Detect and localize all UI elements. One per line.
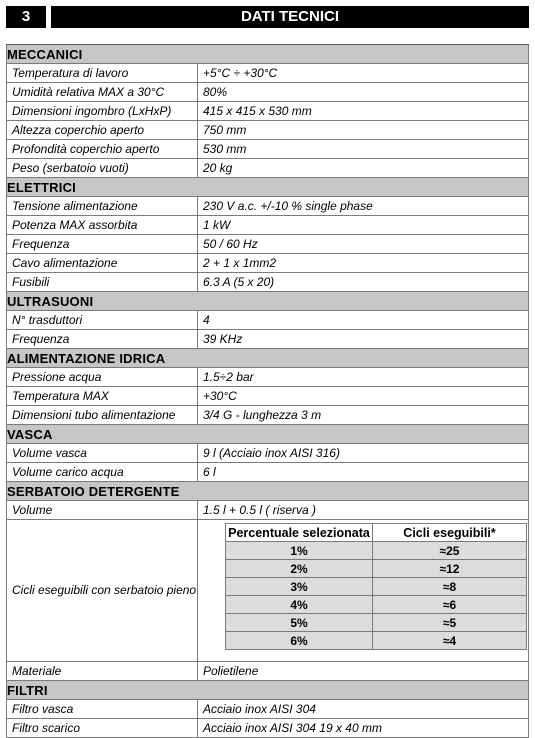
spec-value: Acciaio inox AISI 304: [203, 702, 316, 716]
cicli-table-row: [226, 596, 527, 614]
spec-label: Dimensioni ingombro (LxHxP): [7, 102, 198, 120]
table-row: [6, 254, 529, 273]
spec-value: 20 kg: [203, 161, 233, 175]
cicli-cell: ≈5: [373, 614, 527, 632]
percentuale-cell: 4%: [226, 596, 373, 614]
table-row: [6, 444, 529, 463]
spec-value: 415 x 415 x 530 mm: [203, 104, 312, 118]
page-header: [6, 6, 529, 28]
tech-data-table: [6, 44, 529, 738]
table-row: [6, 406, 529, 425]
spec-value: 750 mm: [203, 123, 247, 137]
spec-label: Filtro scarico: [7, 719, 198, 737]
spec-value: 2 + 1 x 1mm2: [203, 256, 277, 270]
table-row: [6, 273, 529, 292]
table-row: [6, 311, 529, 330]
cicli-cell: ≈6: [373, 596, 527, 614]
spec-label: Pressione acqua: [7, 368, 198, 386]
spec-value: 1 kW: [203, 218, 231, 232]
spec-label: Filtro vasca: [7, 700, 198, 718]
table-row: [6, 463, 529, 482]
spec-label: Volume vasca: [7, 444, 198, 462]
cicli-table-row: [226, 578, 527, 596]
cicli-table-row: [226, 614, 527, 632]
spec-label: Fusibili: [7, 273, 198, 291]
spec-label: Potenza MAX assorbita: [7, 216, 198, 234]
spec-value: 50 / 60 Hz: [203, 237, 258, 251]
spec-value: 6.3 A (5 x 20): [203, 275, 275, 289]
cicli-header: Percentuale selezionata: [226, 524, 373, 542]
percentuale-cell: 5%: [226, 614, 373, 632]
spec-label: Volume: [7, 501, 198, 519]
spec-value: 530 mm: [203, 142, 247, 156]
table-row: [6, 64, 529, 83]
table-row: [6, 102, 529, 121]
percentuale-cell: 2%: [226, 560, 373, 578]
spec-value: 9 l (Acciaio inox AISI 316): [203, 446, 340, 460]
spec-label: Temperatura di lavoro: [7, 64, 198, 82]
section-heading: MECCANICI: [6, 45, 529, 64]
section-heading: FILTRI: [6, 681, 529, 700]
table-row: [6, 719, 529, 738]
spec-label: Temperatura MAX: [7, 387, 198, 405]
spec-label: Cavo alimentazione: [7, 254, 198, 272]
cicli-header: Cicli eseguibili*: [373, 524, 527, 542]
table-row: [6, 159, 529, 178]
spec-label: Umidità relativa MAX a 30°C: [7, 83, 198, 101]
section-heading: ELETTRICI: [6, 178, 529, 197]
spec-value: 3/4 G - lunghezza 3 m: [203, 408, 322, 422]
table-row: [6, 216, 529, 235]
section-heading: VASCA: [6, 425, 529, 444]
table-row: [6, 197, 529, 216]
spec-value: Polietilene: [203, 664, 259, 678]
spec-label: N° trasduttori: [7, 311, 198, 329]
cicli-table-cell: [198, 520, 528, 661]
spec-label: Profondità coperchio aperto: [7, 140, 198, 158]
spec-label: Tensione alimentazione: [7, 197, 198, 215]
table-row: [6, 121, 529, 140]
table-row: [6, 368, 529, 387]
table-row: [6, 662, 529, 681]
section-number: 3: [6, 6, 46, 28]
cicli-cell: ≈25: [373, 542, 527, 560]
spec-value: 1.5÷2 bar: [203, 370, 254, 384]
cicli-row: [6, 520, 529, 662]
page-title: DATI TECNICI: [51, 6, 529, 28]
spec-value: 39 KHz: [203, 332, 243, 346]
spec-label: Peso (serbatoio vuoti): [7, 159, 198, 177]
spec-label: Volume carico acqua: [7, 463, 198, 481]
table-row: [6, 387, 529, 406]
spec-label: Dimensioni tubo alimentazione: [7, 406, 198, 424]
spec-label: Frequenza: [7, 235, 198, 253]
spec-label: Frequenza: [7, 330, 198, 348]
cicli-label: Cicli eseguibili con serbatoio pieno: [7, 520, 198, 661]
table-row: [6, 501, 529, 520]
table-row: [6, 700, 529, 719]
cicli-table: [225, 523, 527, 650]
percentuale-cell: 3%: [226, 578, 373, 596]
cicli-cell: ≈4: [373, 632, 527, 650]
spec-label: Altezza coperchio aperto: [7, 121, 198, 139]
cicli-table-row: [226, 560, 527, 578]
spec-value: +5°C ÷ +30°C: [203, 66, 278, 80]
table-row: [6, 235, 529, 254]
spec-value: +30°C: [203, 389, 237, 403]
spec-value: 6 l: [203, 465, 216, 479]
section-heading: SERBATOIO DETERGENTE: [6, 482, 529, 501]
spec-value: 1.5 l + 0.5 l ( riserva ): [203, 503, 317, 517]
spec-label: Materiale: [7, 662, 198, 680]
cicli-cell: ≈8: [373, 578, 527, 596]
percentuale-cell: 6%: [226, 632, 373, 650]
spec-value: 4: [203, 313, 210, 327]
cicli-table-row: [226, 542, 527, 560]
section-heading: ALIMENTAZIONE IDRICA: [6, 349, 529, 368]
section-heading: ULTRASUONI: [6, 292, 529, 311]
table-row: [6, 83, 529, 102]
spec-value: Acciaio inox AISI 304 19 x 40 mm: [203, 721, 382, 735]
spec-value: 230 V a.c. +/-10 % single phase: [203, 199, 373, 213]
cicli-cell: ≈12: [373, 560, 527, 578]
table-row: [6, 330, 529, 349]
table-row: [6, 140, 529, 159]
percentuale-cell: 1%: [226, 542, 373, 560]
spec-value: 80%: [203, 85, 228, 99]
cicli-table-row: [226, 632, 527, 650]
